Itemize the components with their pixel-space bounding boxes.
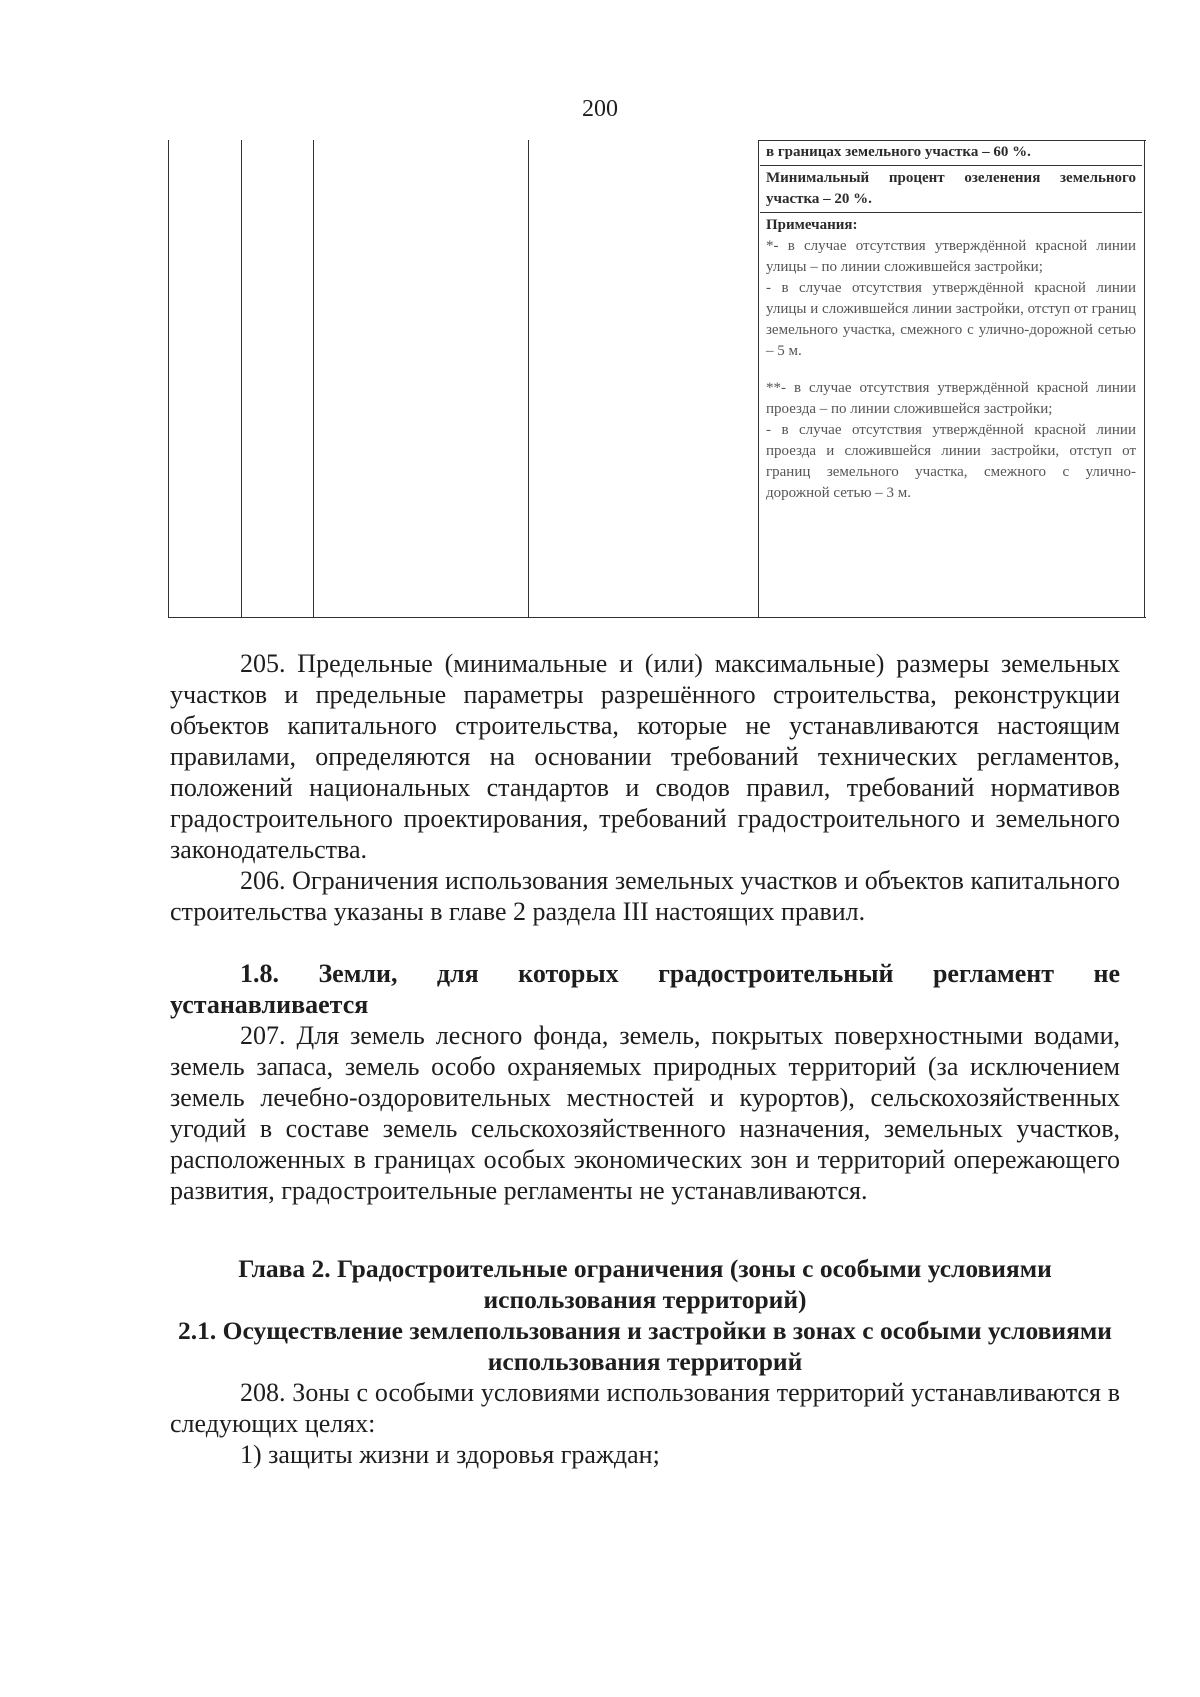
paragraph-206: 206. Ограничения использования земельных участков и объектов капитального строительства указаны в главе 2 раздела III настоящих правил. xyxy=(170,866,1120,926)
section-2-1-heading: 2.1. Осуществление землепользования и застройки в зонах с особыми условиями использования территорий xyxy=(178,1316,1112,1376)
table-border-right xyxy=(1144,140,1145,618)
paragraph-207: 207. Для земель лесного фонда, земель, покрытых поверхностными водами, земель запаса, земель особо охраняемых природных территорий (за исключением земель лечебно-оздоровительных местностей и курортов), сельскохозяйственных угодий в составе земель сельскохозяйственного назначения, земельных участков, расположенных в границах особых экономических зон и территорий опережающего развития, градостроительные регламенты не устанавливаются. xyxy=(170,1021,1120,1205)
paragraph-208: 208. Зоны с особыми условиями использования территорий устанавливаются в следующих целях: xyxy=(170,1378,1120,1438)
note-2a: **- в случае отсутствия утверждённой красной линии проезда – по линии сложившейся застройки; xyxy=(766,380,1136,417)
table-divider-4 xyxy=(758,140,759,618)
notes-title: Примечания: xyxy=(766,217,858,233)
table-last-column xyxy=(760,140,1142,506)
table-divider-1 xyxy=(241,140,242,618)
note-1b: - в случае отсутствия утверждённой красной линии улицы и сложившейся линии застройки, отступ от границ земельного участка, смежного с улично-дорожной сетью – 5 м. xyxy=(766,280,1136,359)
paragraph-205: 205. Предельные (минимальные и (или) максимальные) размеры земельных участков и предельные параметры разрешённого строительства, реконструкции объектов капитального строительства, которые не устанавливаются настоящим правилами, определяются на основании требований технических регламентов, положений национальных стандартов и сводов правил, требований нормативов градостроительного проектирования, требований градостроительного и земельного законодательства. xyxy=(170,649,1120,864)
note-2b: - в случае отсутствия утверждённой красной линии проезда и сложившейся линии застройки, отступ от границ земельного участка, смежного с улично-дорожной сетью – 3 м. xyxy=(766,422,1136,501)
table-cell-green-percent: Минимальный процент озеленения земельного участка – 20 %. xyxy=(760,165,1142,212)
table-divider-3 xyxy=(528,140,529,618)
table-border-left xyxy=(168,140,169,618)
table-cell-notes xyxy=(760,212,1142,506)
list-item-1: 1) защиты жизни и здоровья граждан; xyxy=(240,1440,660,1469)
table-cell-built-percent: в границах земельного участка – 60 %. xyxy=(766,144,1031,160)
document-body xyxy=(170,648,1120,1470)
page-number: 200 xyxy=(582,96,618,122)
table-divider-2 xyxy=(313,140,314,618)
chapter-2-heading: Глава 2. Градостроительные ограничения (зоны с особыми условиями использования территорий) xyxy=(238,1254,1052,1314)
heading-1-8: 1.8. Земли, для которых градостроительный регламент не устанавливается xyxy=(170,959,1120,1019)
table-fragment xyxy=(168,140,1146,618)
note-1a: *- в случае отсутствия утверждённой красной линии улицы – по линии сложившейся застройки; xyxy=(766,238,1136,275)
table-bottom-border xyxy=(168,617,1146,618)
